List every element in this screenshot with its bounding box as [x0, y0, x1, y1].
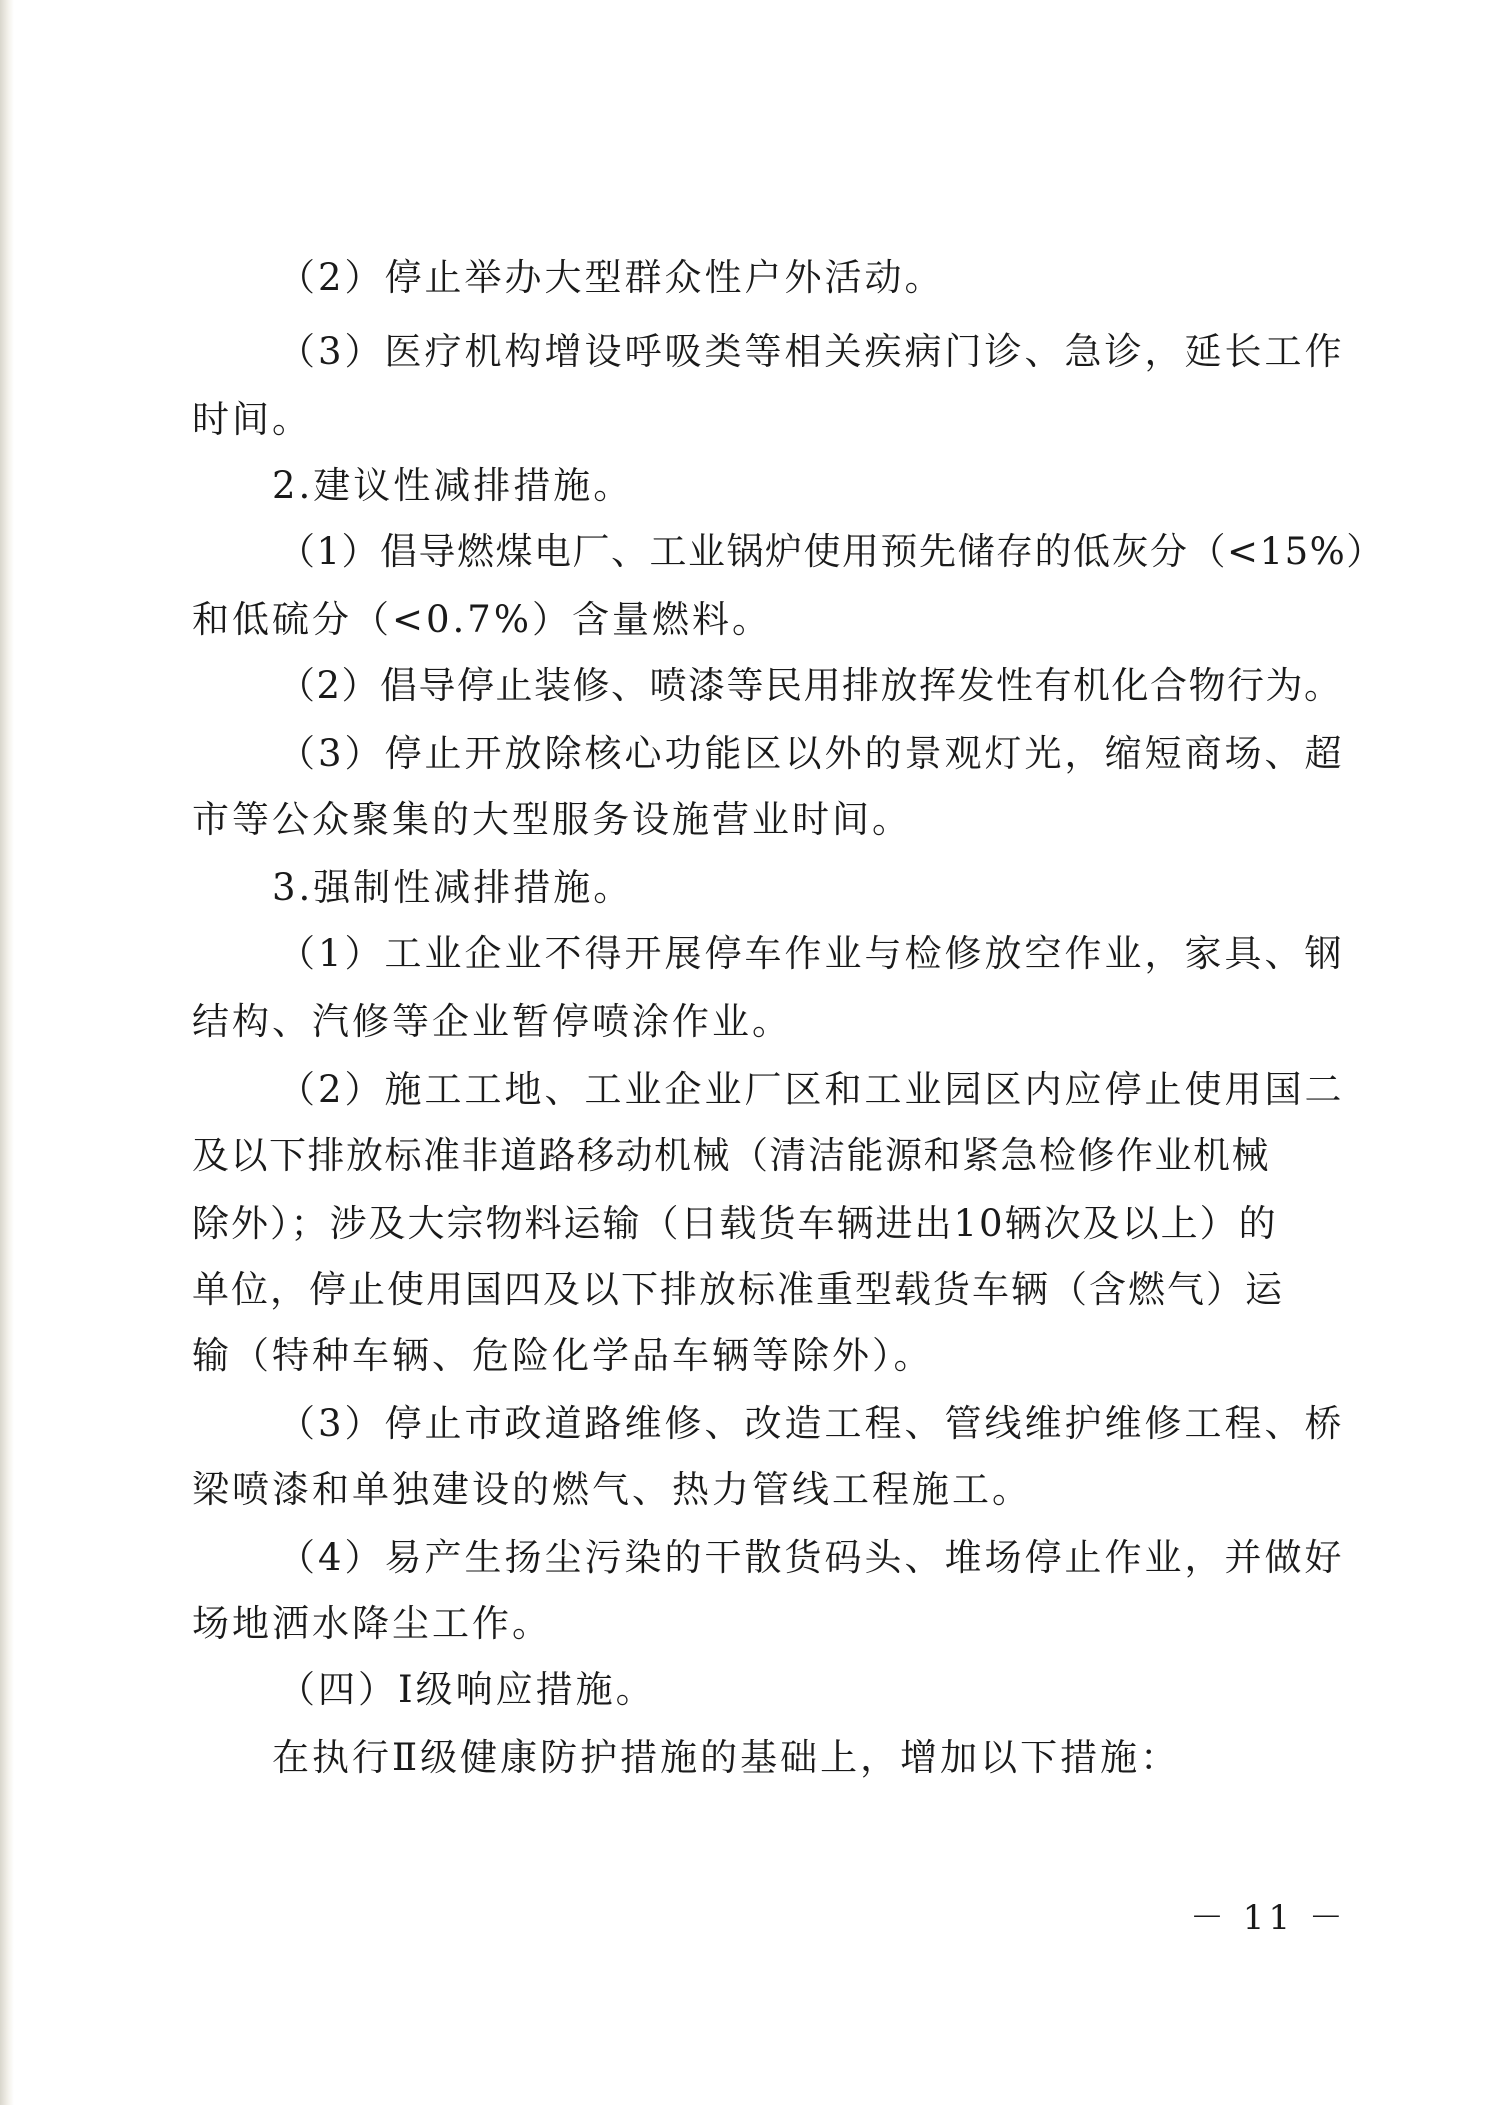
text-line: 市等公众聚集的大型服务设施营业时间。 [192, 798, 912, 841]
section-heading: （四）Ⅰ级响应措施。 [278, 1668, 656, 1711]
text-line: （1）工业企业不得开展停车作业与检修放空作业，家具、钢 [278, 932, 1345, 975]
text-line: （3）停止开放除核心功能区以外的景观灯光，缩短商场、超 [278, 732, 1345, 775]
page-number: － 11 － [1190, 1898, 1347, 1938]
text-line: 2.建议性减排措施。 [272, 464, 634, 507]
text-line: 梁喷漆和单独建设的燃气、热力管线工程施工。 [192, 1468, 1032, 1511]
text-line: （2）停止举办大型群众性户外活动。 [278, 256, 945, 299]
text-line: （3）停止市政道路维修、改造工程、管线维护维修工程、桥 [278, 1402, 1345, 1445]
text-line: （1）倡导燃煤电厂、工业锅炉使用预先储存的低灰分（<15%） [278, 530, 1385, 573]
text-line: （4）易产生扬尘污染的干散货码头、堆场停止作业，并做好 [278, 1536, 1345, 1579]
text-line: 除外）；涉及大宗物料运输（日载货车辆进出10辆次及以上）的 [192, 1202, 1278, 1245]
text-line: 输（特种车辆、危险化学品车辆等除外）。 [192, 1334, 934, 1377]
text-line: （3）医疗机构增设呼吸类等相关疾病门诊、急诊，延长工作 [278, 330, 1345, 373]
text-line: 单位，停止使用国四及以下排放标准重型载货车辆（含燃气）运 [192, 1268, 1284, 1311]
text-line: 在执行Ⅱ级健康防护措施的基础上，增加以下措施： [272, 1736, 1181, 1779]
text-line: 场地洒水降尘工作。 [192, 1602, 552, 1645]
text-line: （2）倡导停止装修、喷漆等民用排放挥发性有机化合物行为。 [278, 664, 1343, 707]
text-line: 结构、汽修等企业暂停喷涂作业。 [192, 1000, 792, 1043]
text-line: 3.强制性减排措施。 [272, 866, 634, 909]
text-line: 时间。 [192, 398, 312, 441]
text-line: 和低硫分（<0.7%）含量燃料。 [192, 598, 773, 641]
text-line: 及以下排放标准非道路移动机械（清洁能源和紧急检修作业机械 [192, 1134, 1270, 1177]
text-line: （2）施工工地、工业企业厂区和工业园区内应停止使用国二 [278, 1068, 1345, 1111]
